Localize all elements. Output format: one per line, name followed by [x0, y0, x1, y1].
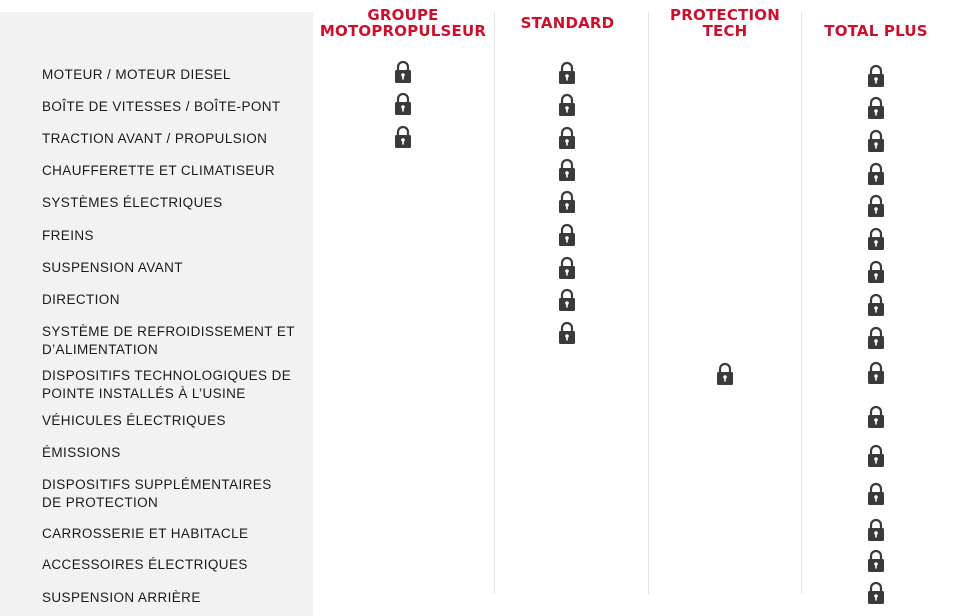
lock-icon	[867, 361, 885, 385]
lock-icon	[867, 482, 885, 506]
lock-icon	[394, 125, 412, 149]
lock-icon	[558, 321, 576, 345]
column-header-standard: STANDARD	[520, 14, 615, 32]
row-label-suspension-avant: SUSPENSION AVANT	[42, 260, 183, 275]
column-divider	[648, 12, 649, 594]
lock-icon	[867, 405, 885, 429]
lock-icon	[867, 162, 885, 186]
lock-icon	[558, 93, 576, 117]
row-label-dispositifs-technologiques: DISPOSITIFS TECHNOLOGIQUES DE POINTE INSTALLÉS À L’USINE	[42, 368, 292, 401]
lock-icon	[558, 223, 576, 247]
lock-icon	[558, 61, 576, 85]
row-label-emissions: ÉMISSIONS	[42, 445, 121, 460]
row-label-moteur: MOTEUR / MOTEUR DIESEL	[42, 67, 231, 82]
column-header-protection-tech: PROTECTION TECH	[670, 6, 780, 40]
lock-icon	[867, 96, 885, 120]
lock-icon	[867, 581, 885, 605]
lock-icon	[867, 518, 885, 542]
row-label-vehicules-electriques: VÉHICULES ÉLECTRIQUES	[42, 413, 226, 428]
lock-icon	[558, 126, 576, 150]
lock-icon	[867, 129, 885, 153]
column-divider	[801, 12, 802, 594]
row-label-carrosserie: CARROSSERIE ET HABITACLE	[42, 526, 249, 541]
row-label-accessoires-electriques: ACCESSOIRES ÉLECTRIQUES	[42, 557, 248, 572]
lock-icon	[558, 190, 576, 214]
column-divider	[494, 12, 495, 594]
lock-icon	[558, 288, 576, 312]
row-label-freins: FREINS	[42, 228, 94, 243]
lock-icon	[867, 444, 885, 468]
row-label-chaufferette: CHAUFFERETTE ET CLIMATISEUR	[42, 163, 276, 178]
lock-icon	[867, 227, 885, 251]
row-label-direction: DIRECTION	[42, 292, 120, 307]
lock-icon	[867, 64, 885, 88]
lock-icon	[867, 260, 885, 284]
lock-icon	[867, 194, 885, 218]
column-header-total-plus: TOTAL PLUS	[824, 22, 928, 40]
lock-icon	[394, 92, 412, 116]
row-label-systemes-electriques: SYSTÈMES ÉLECTRIQUES	[42, 195, 223, 210]
row-label-boite-vitesses: BOÎTE DE VITESSES / BOÎTE-PONT	[42, 99, 281, 114]
row-label-refroidissement: SYSTÈME DE REFROIDISSEMENT ET D’ALIMENTATION	[42, 324, 295, 357]
lock-icon	[558, 256, 576, 280]
lock-icon	[716, 362, 734, 386]
row-label-dispositifs-supplementaires: DISPOSITIFS SUPPLÉMENTAIRES DE PROTECTION	[42, 477, 272, 510]
row-label-traction: TRACTION AVANT / PROPULSION	[42, 131, 268, 146]
lock-icon	[867, 326, 885, 350]
lock-icon	[558, 158, 576, 182]
lock-icon	[867, 549, 885, 573]
lock-icon	[867, 293, 885, 317]
row-label-suspension-arriere: SUSPENSION ARRIÈRE	[42, 590, 201, 605]
lock-icon	[394, 60, 412, 84]
column-header-groupe-motopropulseur: GROUPE MOTOPROPULSEUR	[319, 6, 487, 40]
